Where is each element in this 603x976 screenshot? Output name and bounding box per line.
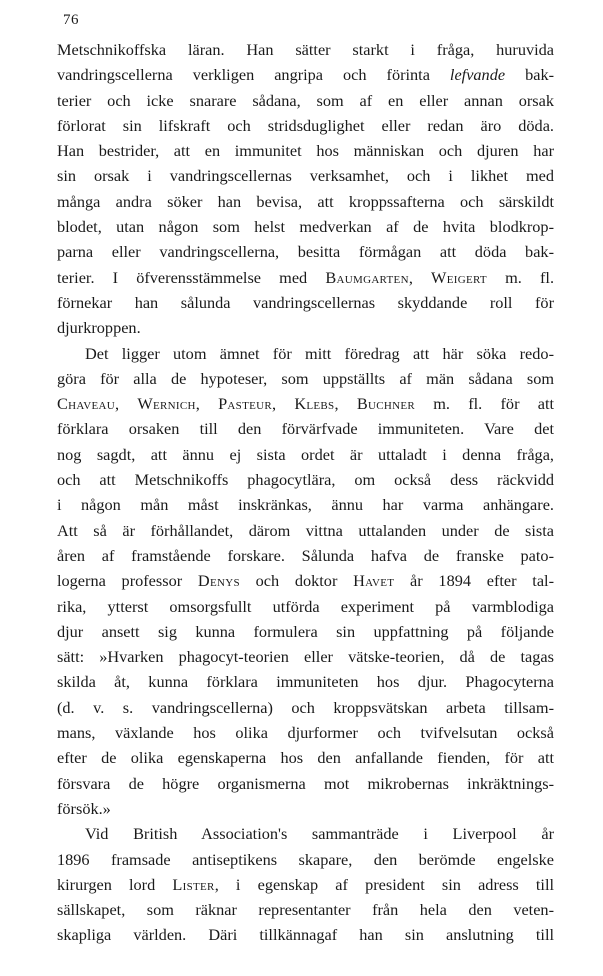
text-line <box>57 163 554 188</box>
text-run: rika, ytterst omsorgsfullt utförda experiment på varmblodiga <box>57 596 554 616</box>
author-name: Klebs <box>294 394 335 414</box>
text-run: sin orsak i vandringscellernas verksamhet, och i likhet med <box>57 166 554 186</box>
text-run: , <box>334 394 357 414</box>
author-name: Chaveau <box>57 394 115 414</box>
text-run: Att så är förhållandet, därom vittna uttalanden under de sista <box>57 520 554 540</box>
text-run: , <box>272 394 295 414</box>
text-run: efter de olika egenskaperna hos den anfallande fienden, för att <box>57 748 554 768</box>
text-run: (d. v. s. vandringscellerna) och kroppsvätskan arbeta tillsam- <box>57 697 554 717</box>
text-run: många andra söker han bevisa, att kroppssafterna och särskildt <box>57 191 554 211</box>
text-line <box>57 568 554 593</box>
text-run: parna eller vandringscellerna, besitta förmågan att döda bak- <box>57 242 554 262</box>
paragraph <box>57 37 554 341</box>
text-line <box>57 214 554 239</box>
text-line <box>57 416 554 441</box>
text-run: m. fl. <box>486 267 555 287</box>
text-line <box>57 341 554 366</box>
text-run: terier och icke snarare sådana, som af en eller annan orsak <box>57 90 554 110</box>
text-line <box>57 37 554 62</box>
author-name: Lister <box>172 874 215 894</box>
text-run: år 1894 efter tal- <box>394 571 554 591</box>
text-run: försvara de högre organismerna mot mikrobernas inkräktnings- <box>57 773 554 793</box>
text-run: skilda åt, kunna förklara immuniteten hos djur. Phagocyterna <box>57 672 554 692</box>
text-line <box>57 138 554 163</box>
text-run: förnekar han sålunda vandringscellernas skyddande roll för <box>57 292 554 312</box>
text-line <box>57 543 554 568</box>
text-line <box>57 88 554 113</box>
text-run: försök.» <box>57 798 111 818</box>
text-run: Det ligger utom ämnet för mitt föredrag att här söka redo- <box>85 343 554 363</box>
author-name: Havet <box>353 571 395 591</box>
text-line <box>57 669 554 694</box>
text-line <box>57 391 554 416</box>
author-name: Buchner <box>356 394 415 414</box>
text-run: åren af framstående forskare. Sålunda hafva de franske pato- <box>57 545 554 565</box>
text-run: 1896 framsade antiseptikens skapare, den berömde engelske <box>57 849 554 869</box>
text-line <box>57 745 554 770</box>
text-line <box>57 467 554 492</box>
text-run: Metschnikoffska läran. Han sätter starkt i fråga, huruvida <box>57 40 554 59</box>
text-line <box>57 922 554 947</box>
text-line <box>57 644 554 669</box>
text-run: i någon mån måst inskränkas, ännu har varma anhängare. <box>57 495 554 515</box>
author-name: Pasteur <box>218 394 272 414</box>
text-run: Vid British Association's sammanträde i Liverpool år <box>85 824 554 844</box>
text-line <box>57 897 554 922</box>
author-name: Wernich <box>137 394 196 414</box>
text-line <box>57 619 554 644</box>
text-run: terier. I öfverensstämmelse med <box>57 267 326 287</box>
text-run: mans, växlande hos olika djurformer och tvifvelsutan också <box>57 723 554 743</box>
text-run: , <box>114 394 138 414</box>
text-line <box>57 720 554 745</box>
text-run: vandringscellerna verkligen angripa och förinta <box>57 65 450 85</box>
text-run: , <box>408 267 432 287</box>
text-line <box>57 492 554 517</box>
page-number: 76 <box>63 12 79 28</box>
author-name: Baumgarten <box>325 267 409 287</box>
paragraph <box>57 821 554 947</box>
text-run: förklara orsaken till den förvärfvade immuniteten. Vare det <box>57 419 554 439</box>
italic-word: lefvande <box>449 65 506 85</box>
text-run: bak- <box>505 65 555 85</box>
text-line <box>57 821 554 846</box>
text-run: logerna professor <box>57 571 198 591</box>
text-run: nog sagdt, att ännu ej sista ordet är uttaladt i denna fråga, <box>57 444 554 464</box>
text-line <box>57 847 554 872</box>
text-run: och att Metschnikoffs phagocytlära, om också dess räckvidd <box>57 470 554 490</box>
text-line <box>57 315 554 340</box>
text-line <box>57 239 554 264</box>
text-line <box>57 189 554 214</box>
text-line <box>57 594 554 619</box>
text-run: sätt: »Hvarken phagocyt-teorien eller vätske-teorien, då de tagas <box>57 647 554 667</box>
author-name: Denys <box>197 571 240 591</box>
text-line <box>57 113 554 138</box>
author-name: Weigert <box>431 267 487 287</box>
text-line <box>57 62 554 87</box>
text-run: , i egenskap af president sin adress till <box>214 874 554 894</box>
text-run: göra för alla de hypoteser, som uppställts af män sådana som <box>57 368 554 388</box>
text-line <box>57 771 554 796</box>
text-line <box>57 695 554 720</box>
paragraph <box>57 341 554 822</box>
text-line <box>57 518 554 543</box>
text-run: sällskapet, som räknar representanter från hela den veten- <box>57 900 554 920</box>
text-line <box>57 442 554 467</box>
text-run: blodet, utan någon som helst medverkan af de hvita blodkrop- <box>57 217 554 237</box>
text-run: skapliga världen. Däri tillkännagaf han sin anslutning till <box>57 925 554 945</box>
text-run: m. fl. för att <box>415 394 555 414</box>
text-line <box>57 366 554 391</box>
text-run: förlorat sin lifskraft och stridsduglighet eller redan äro döda. <box>57 115 554 135</box>
text-run: djurkroppen. <box>57 318 141 338</box>
text-run: , <box>195 394 219 414</box>
text-run: kirurgen lord <box>57 874 173 894</box>
text-line <box>57 872 554 897</box>
text-run: Han bestrider, att en immunitet hos människan och djuren har <box>57 141 554 161</box>
text-line <box>57 796 554 821</box>
text-body <box>57 37 554 948</box>
text-run: djur ansett sig kunna formulera sin uppfattning på följande <box>57 621 554 641</box>
text-run: och doktor <box>239 571 354 591</box>
text-line <box>57 265 554 290</box>
text-line <box>57 290 554 315</box>
